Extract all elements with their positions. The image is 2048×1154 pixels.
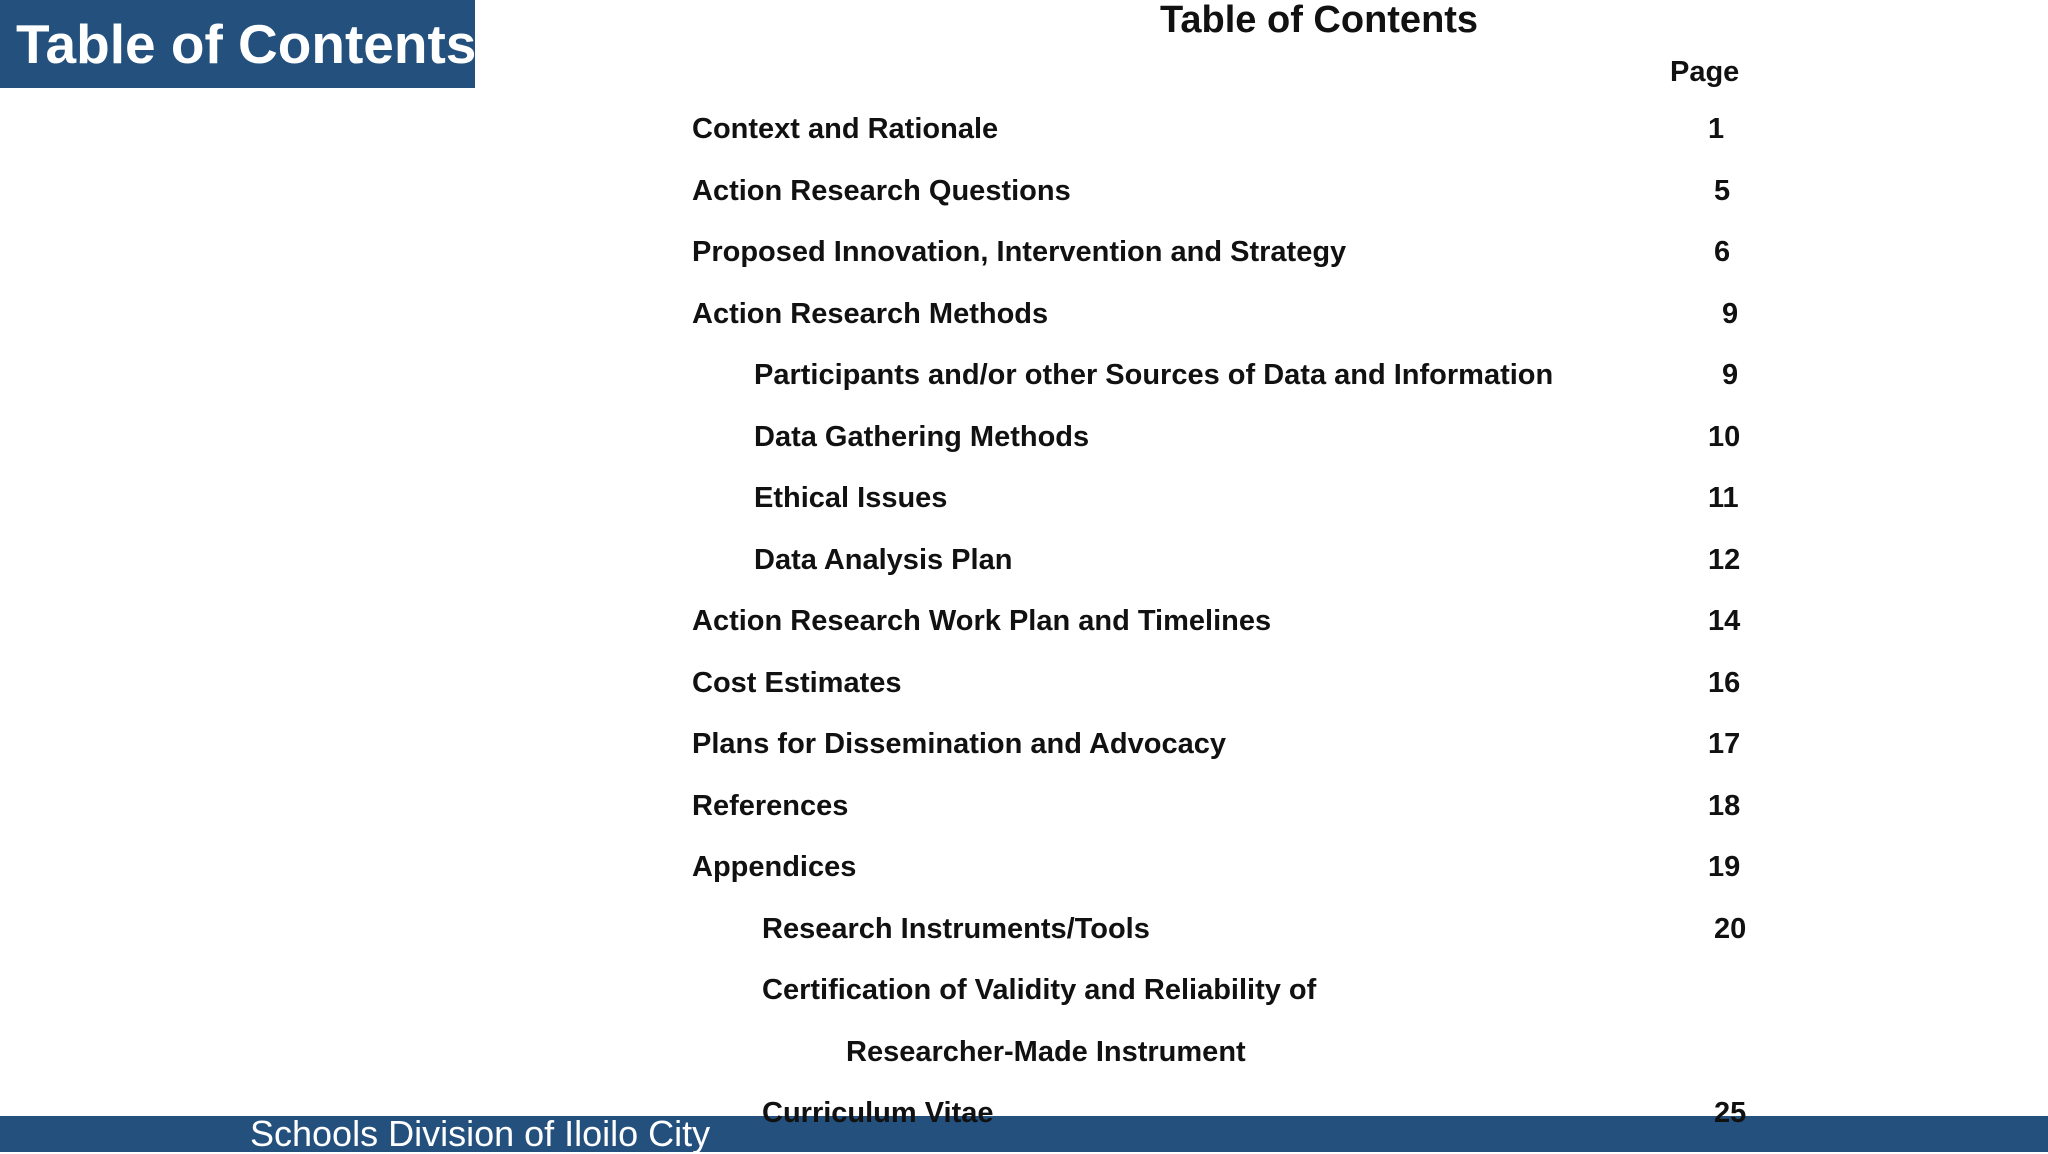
toc-item-label: Data Gathering Methods xyxy=(754,421,1090,453)
toc-item-label: Action Research Methods xyxy=(692,298,1049,330)
toc-item-label: References xyxy=(692,790,849,822)
toc-item-label: Ethical Issues xyxy=(754,482,948,514)
toc-item-page: 19 xyxy=(1708,851,1741,883)
toc-item-label: Researcher-Made Instrument xyxy=(846,1036,1246,1068)
toc-item-page: 1 xyxy=(1708,113,1725,145)
toc-item-label: Curriculum Vitae xyxy=(762,1097,994,1129)
toc-item-label: Action Research Questions xyxy=(692,175,1071,207)
toc-item-label: Certification of Validity and Reliability of xyxy=(762,974,1317,1006)
toc-item-page: 14 xyxy=(1708,605,1741,637)
toc-item-label: Research Instruments/Tools xyxy=(762,913,1150,945)
toc-item-page: 25 xyxy=(1714,1097,1747,1129)
slide-title: Table of Contents xyxy=(16,13,477,75)
toc-item-page: 18 xyxy=(1708,790,1741,822)
document-title: Table of Contents xyxy=(1160,0,1479,41)
toc-item-label: Action Research Work Plan and Timelines xyxy=(692,605,1272,637)
toc-item-page: 17 xyxy=(1708,728,1741,760)
toc-item-page: 10 xyxy=(1708,421,1741,453)
footer-text: Schools Division of Iloilo City xyxy=(250,1113,711,1154)
toc-item-label: Cost Estimates xyxy=(692,667,902,699)
toc-item-page: 9 xyxy=(1722,359,1739,391)
toc-item-page: 9 xyxy=(1722,298,1739,330)
toc-item-page: 5 xyxy=(1714,175,1731,207)
toc-item-page: 20 xyxy=(1714,913,1747,945)
toc-item-label: Participants and/or other Sources of Data and Information xyxy=(754,359,1554,391)
toc-item-label: Data Analysis Plan xyxy=(754,544,1013,576)
toc-item-label: Context and Rationale xyxy=(692,113,999,145)
page-column-header: Page xyxy=(1670,56,1740,88)
toc-item-label: Appendices xyxy=(692,851,857,883)
toc-item-page: 6 xyxy=(1714,236,1731,268)
slide-title-banner xyxy=(0,0,475,88)
toc-item-label: Proposed Innovation, Intervention and Strategy xyxy=(692,236,1347,268)
toc-item-label: Plans for Dissemination and Advocacy xyxy=(692,728,1226,760)
toc-item-page: 12 xyxy=(1708,544,1741,576)
toc-item-page: 16 xyxy=(1708,667,1741,699)
toc-item-page: 11 xyxy=(1708,482,1739,514)
